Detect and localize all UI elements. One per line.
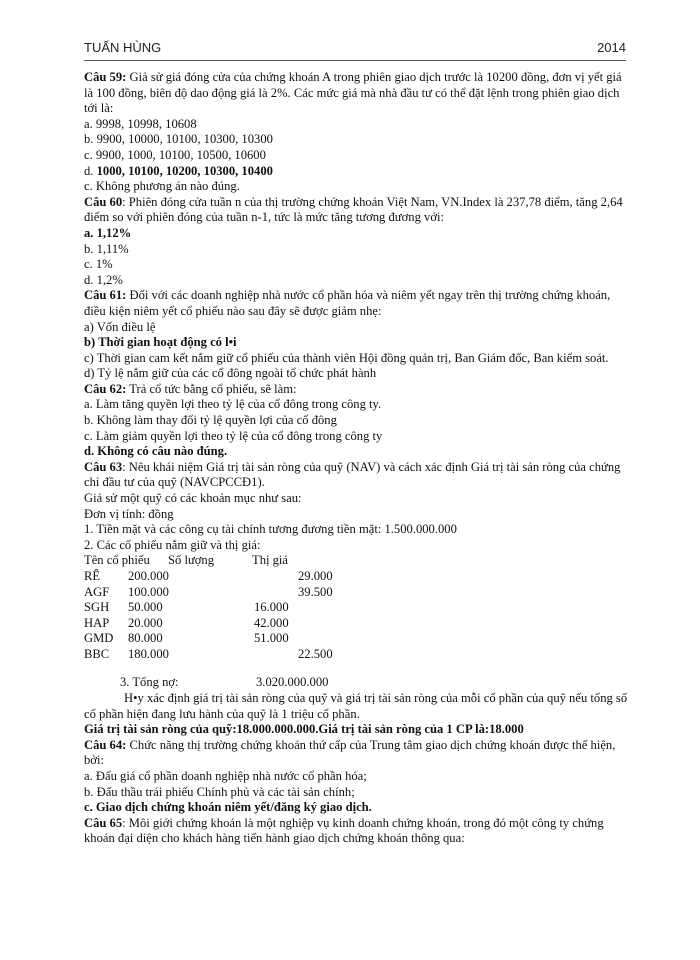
table-cell-name: AGF <box>84 584 110 599</box>
question-label: Câu 62: <box>84 381 127 396</box>
table-cell-name: RÊ <box>84 569 101 583</box>
table-cell-qty: 180.000 <box>128 647 169 661</box>
question-label: Câu 61: <box>84 288 127 303</box>
table-cell-name: SGH <box>84 600 110 615</box>
table-cell-qty: 200.000 <box>128 569 169 583</box>
question-text: Trả cổ tức bằng cổ phiếu, sẽ làm: <box>126 381 297 396</box>
question-61 <box>84 288 632 319</box>
option-b: b. Đấu thầu trái phiếu Chính phủ và các tài sản chính; <box>84 784 355 799</box>
question-text: : Nêu khái niệm Giá trị tài sản ròng của quỹ (NAV) và cách xác định Giá trị tài sản ròng của chứng chỉ đầu tư của quỹ (NAVCPCCĐ1). <box>84 459 621 490</box>
unit-line: Đơn vị tính: đồng <box>84 506 174 521</box>
question-label: Câu 59: <box>84 70 127 84</box>
option-a: a. 9998, 10998, 10608 <box>84 116 197 131</box>
table-header-name: Tên cổ phiếu <box>84 553 150 568</box>
table-cell-qty: 50.000 <box>128 600 163 615</box>
table-cell-name: GMD <box>84 631 114 646</box>
correct-answer: c. Giao dịch chứng khoán niêm yết/đăng ký giao dịch. <box>84 800 372 815</box>
page-header <box>84 36 626 61</box>
correct-answer: 1000, 10100, 10200, 10300, 10400 <box>96 163 273 178</box>
debt-line <box>84 675 632 691</box>
debt-value: 3.020.000.000 <box>256 675 329 690</box>
option-c: c) Thời gian cam kết nắm giữ cổ phiếu của thành viên Hội đồng quản trị, Ban Giám đốc, Ban kiểm soát. <box>84 350 609 365</box>
question-63 <box>84 460 632 491</box>
table-header-qty: Số lượng <box>168 553 215 568</box>
correct-answer: d. Không có câu nào đúng. <box>84 444 228 459</box>
option-a: a. Đấu giá cổ phần doanh nghiệp nhà nước cổ phần hóa; <box>84 768 367 783</box>
debt-label: 3. Tổng nợ: <box>120 675 179 690</box>
question-text: : Phiên đóng cửa tuần n của thị trường chứng khoán Việt Nam, VN.Index là 237,78 điểm, tăng 2,64 điểm so với phiên đóng của tuần n-1, tức là mức tăng tương đương với: <box>84 194 623 225</box>
correct-answer: Giá trị tài sản ròng của quỹ:18.000.000.000.Giá trị tài sản ròng của 1 CP là:18.000 <box>84 722 524 737</box>
option-a: a. Làm tăng quyền lợi theo tỷ lệ của cổ đông trong công ty. <box>84 397 382 412</box>
cash-line: 1. Tiền mặt và các công cụ tài chính tương đương tiền mặt: 1.500.000.000 <box>84 522 457 537</box>
fund-intro: Giả sử một quỹ có các khoản mục như sau: <box>84 491 302 506</box>
option-c: c. Làm giảm quyền lợi theo tỷ lệ của cổ đông trong công ty <box>84 428 383 443</box>
question-60 <box>84 195 632 226</box>
table-cell-price: 51.000 <box>254 631 289 646</box>
header-year: 2014 <box>597 40 626 55</box>
table-cell-price: 22.500 <box>298 647 333 661</box>
table-cell-price: 39.500 <box>298 584 333 599</box>
question-label: Câu 64: <box>84 737 127 752</box>
header-author: TUẤN HÙNG <box>84 40 162 55</box>
table-cell-price: 42.000 <box>254 615 289 630</box>
table-cell-qty: 100.000 <box>128 584 169 599</box>
question-text: Đối với các doanh nghiệp nhà nước cổ phần hóa và niêm yết ngay trên thị trường chứng khoán, điều kiện niêm yết cổ phiếu nào sau đây sẽ được giảm nhẹ: <box>84 288 611 318</box>
option-b: b. 1,11% <box>84 241 129 256</box>
correct-answer: a. 1,12% <box>84 225 132 240</box>
question-64 <box>84 738 632 769</box>
question-text: : Môi giới chứng khoán là một nghiệp vụ kinh doanh chứng khoán, trong đó một công ty chứng khoán đại diện cho khách hàng tiến hành giao dịch chứng khoán thông qua: <box>84 815 604 846</box>
question-label: Câu 65 <box>84 815 123 830</box>
table-cell-price: 29.000 <box>298 569 333 583</box>
table-cell-qty: 20.000 <box>128 615 163 630</box>
question-62 <box>84 382 632 398</box>
table-cell-price: 16.000 <box>254 600 289 615</box>
option-d: d) Tỷ lệ nắm giữ của các cổ đông ngoài tổ chức phát hành <box>84 366 377 381</box>
option-e: c. Không phương án nào đúng. <box>84 179 240 194</box>
option-a: a) Vốn điều lệ <box>84 319 156 334</box>
table-cell-name: HAP <box>84 615 110 630</box>
question-65 <box>84 816 632 847</box>
table-header-price: Thị giá <box>252 553 289 568</box>
option-b: b. Không làm thay đổi tỷ lệ quyền lợi của cổ đông <box>84 413 337 428</box>
document-body <box>84 70 632 847</box>
task-text: H•y xác định giá trị tài sản ròng của quỹ và giá trị tài sản ròng của mỗi cổ phần của quỹ nếu tổng số cổ phần hiện đang lưu hành của quỹ là 1 triệu cổ phần. <box>84 691 628 721</box>
stocks-line: 2. Các cổ phiếu nắm giữ và thị giá: <box>84 537 261 552</box>
option-d-prefix: d. <box>84 163 97 178</box>
option-c: c. 1% <box>84 257 113 272</box>
option-d: d. 1,2% <box>84 272 123 287</box>
option-b: b. 9900, 10000, 10100, 10300, 10300 <box>84 132 273 147</box>
question-text: Chức năng thị trường chứng khoán thứ cấp của Trung tâm giao dịch chứng khoán được thể hiện, bởi: <box>84 737 616 768</box>
question-label: Câu 63 <box>84 459 123 474</box>
correct-answer: b) Thời gian hoạt động có l•i <box>84 335 237 350</box>
table-cell-name: BBC <box>84 647 110 661</box>
table-cell-qty: 80.000 <box>128 631 163 646</box>
option-c: c. 9900, 1000, 10100, 10500, 10600 <box>84 147 266 162</box>
option-d <box>84 164 632 180</box>
question-59 <box>84 70 632 117</box>
question-text: Giả sử giá đóng cửa của chứng khoán A trong phiên giao dịch trước là 10200 đồng, đơn vị yết giá là 100 đồng, biên độ dao động giá là 2%. Các mức giá mà nhà đầu tư có thể đặt lệnh trong phiên giao dịch tới là: <box>84 70 622 116</box>
question-label: Câu 60 <box>84 194 123 209</box>
stock-table <box>84 553 632 663</box>
